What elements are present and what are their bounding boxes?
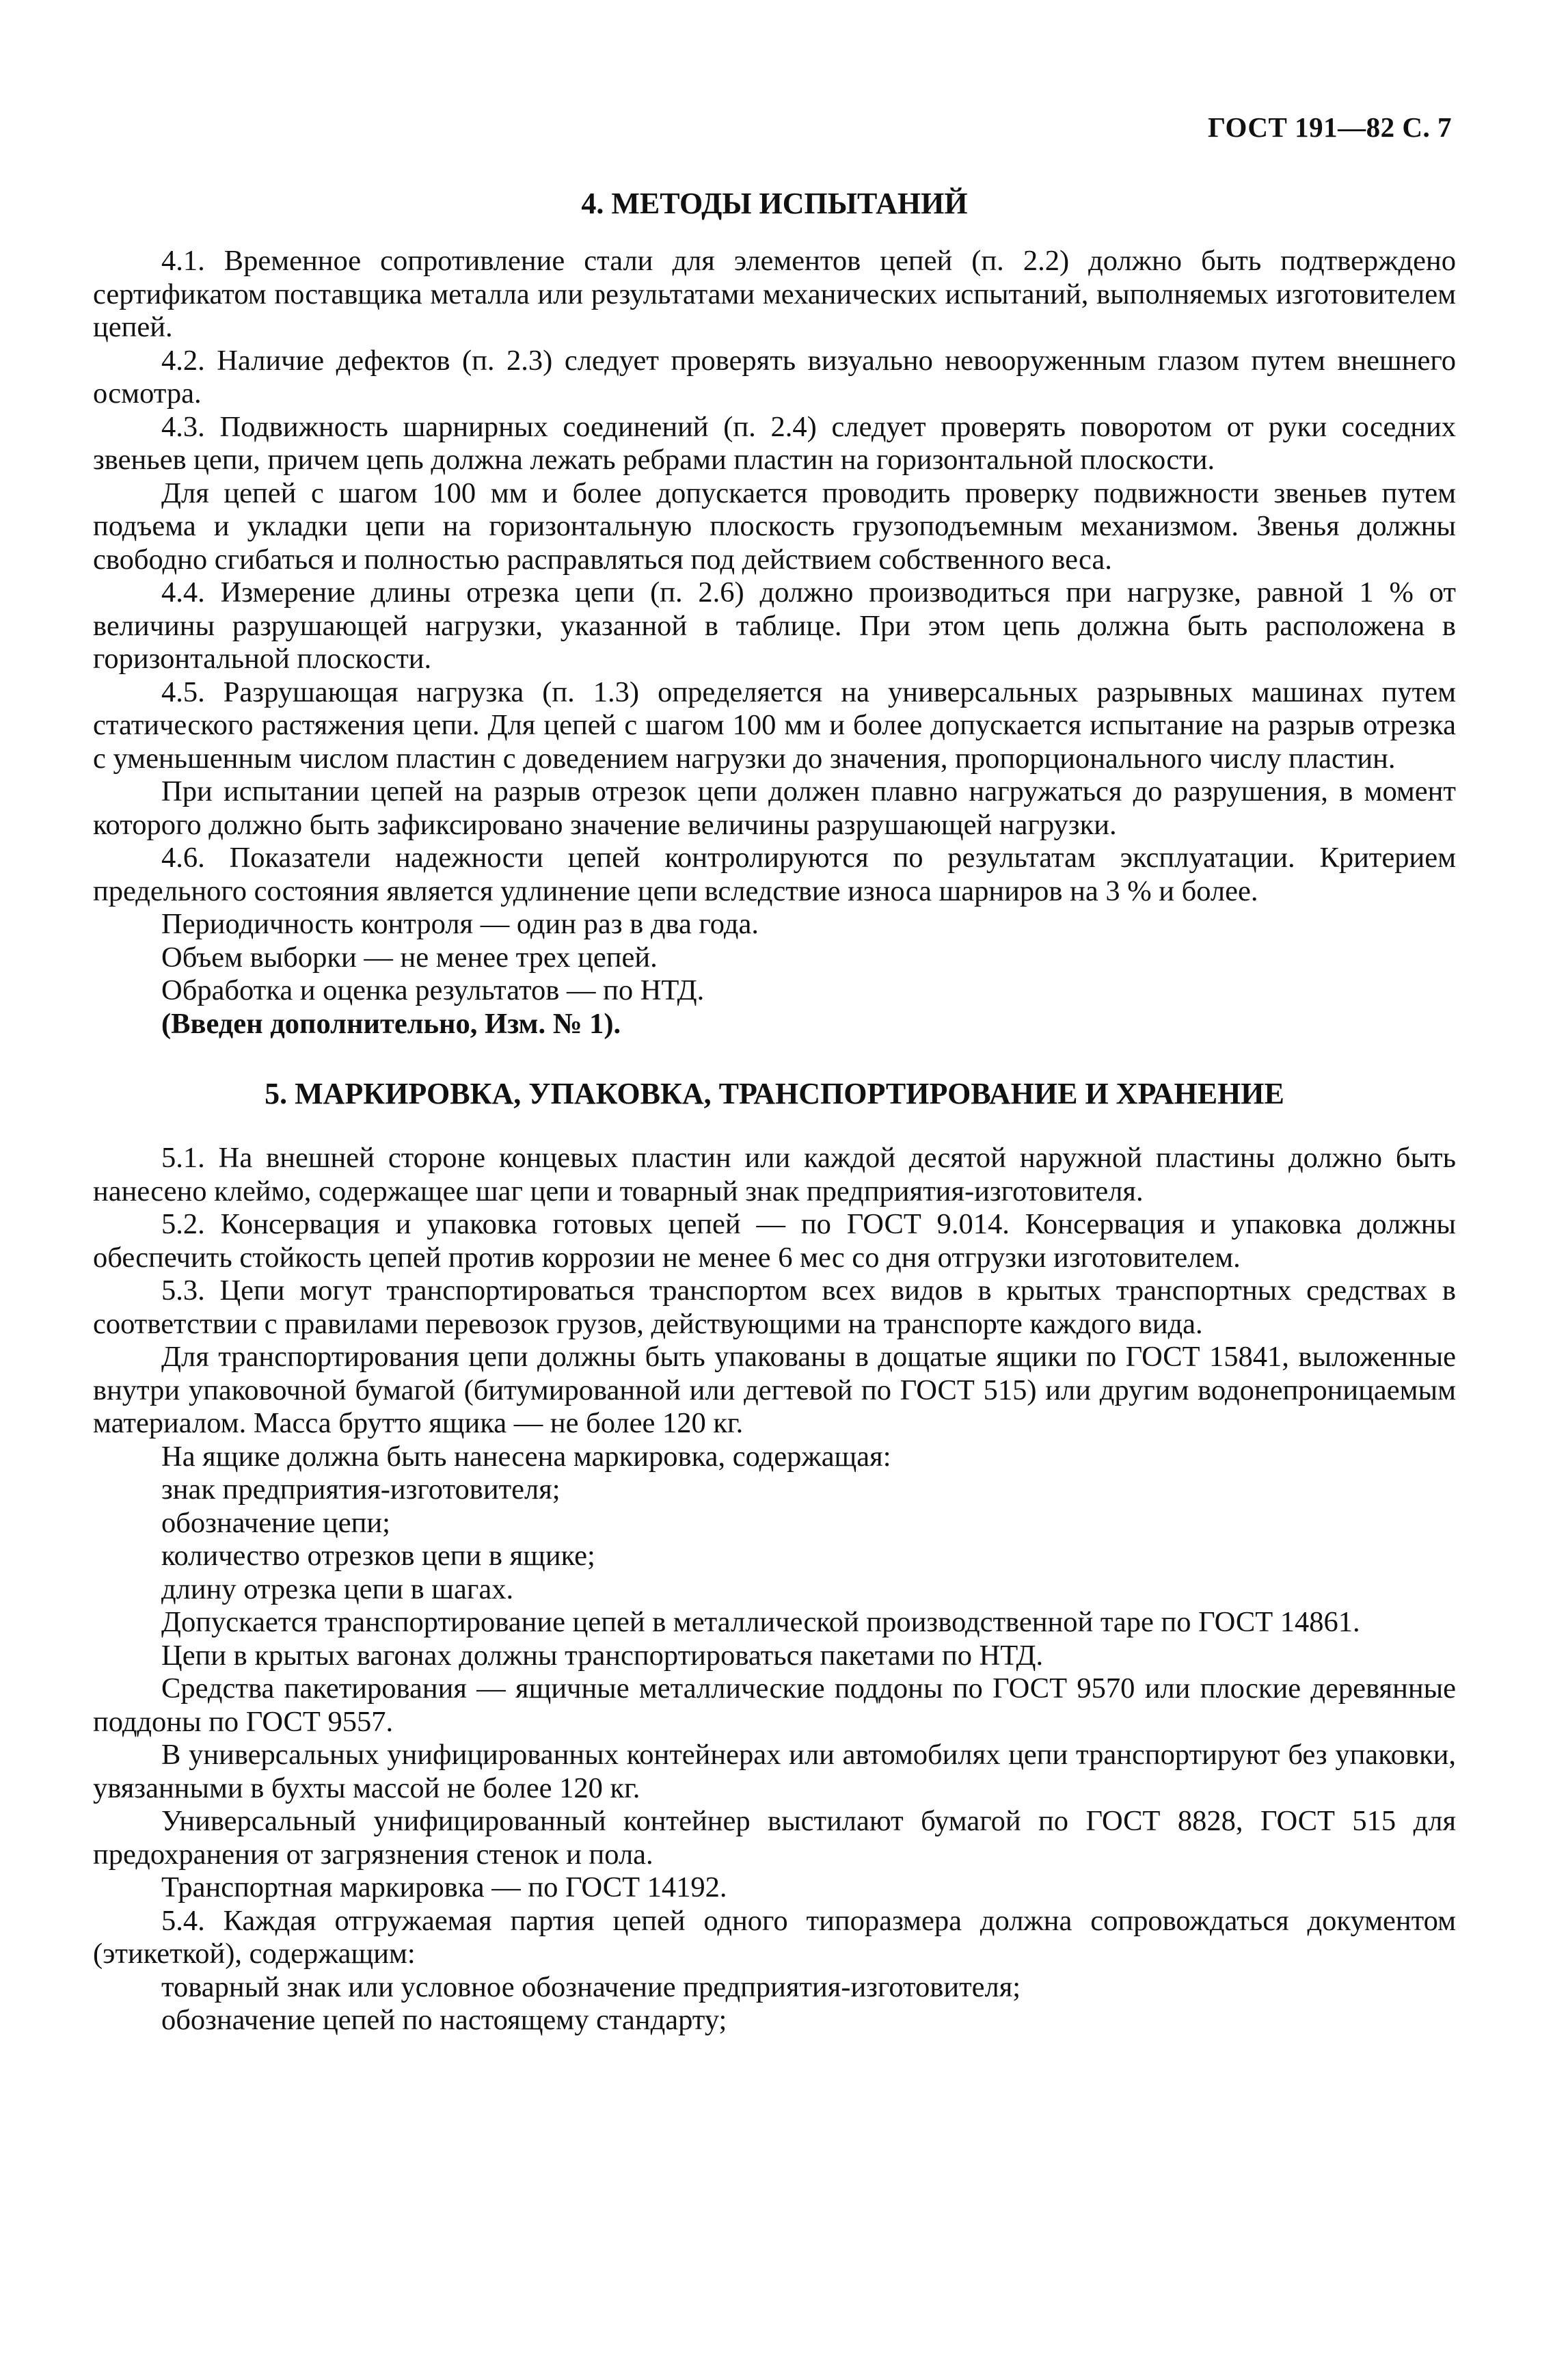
list-item-marking-length: длину отрезка цепи в шагах. bbox=[161, 1573, 514, 1605]
paragraph-5-3-wagons: Цепи в крытых вагонах должны транспортироваться пакетами по НТД. bbox=[161, 1639, 1044, 1672]
paragraph-4-4: 4.4. Измерение длины отрезка цепи (п. 2.6) должно производиться при нагрузке, равной 1 % от величины разрушающей нагрузки, указанной в таблице. При этом цепь должна быть расположена в горизонтальной плоскости. bbox=[93, 576, 1456, 675]
page-header-reference: ГОСТ 191—82 С. 7 bbox=[1207, 111, 1452, 143]
paragraph-4-6: 4.6. Показатели надежности цепей контролируются по результатам эксплуатации. Критерием предельного состояния является удлинение цепи вследствие износа шарниров на 3 % и более. bbox=[93, 842, 1456, 907]
list-item-marking-count: количество отрезков цепи в ящике; bbox=[161, 1540, 595, 1572]
page-content bbox=[93, 185, 1456, 2037]
paragraph-5-3-metal-container: Допускается транспортирование цепей в металлической производственной таре по ГОСТ 14861. bbox=[161, 1606, 1360, 1638]
paragraph-4-1: 4.1. Временное сопротивление стали для элементов цепей (п. 2.2) должно быть подтверждено сертификатом поставщика металла или результатами механических испытаний, выполняемых изготовителем цепей. bbox=[93, 245, 1456, 343]
paragraph-5-3-containers: В универсальных унифицированных контейнерах или автомобилях цепи транспортируют без упаковки, увязанными в бухты массой не более 120 кг. bbox=[93, 1739, 1456, 1804]
section-5-title: 5. МАРКИРОВКА, УПАКОВКА, ТРАНСПОРТИРОВАНИЕ И ХРАНЕНИЕ bbox=[265, 1077, 1284, 1110]
list-item-marking-sign: знак предприятия-изготовителя; bbox=[161, 1473, 561, 1506]
paragraph-5-3: 5.3. Цепи могут транспортироваться транспортом всех видов в крытых транспортных средствах в соответствии с правилами перевозок грузов, действующими на транспорте каждого вида. bbox=[93, 1274, 1456, 1340]
paragraph-5-1: 5.1. На внешней стороне концевых пластин или каждой десятой наружной пластины должно быть нанесено клеймо, содержащее шаг цепи и товарный знак предприятия-изготовителя. bbox=[93, 1142, 1456, 1207]
paragraph-5-3-packing: Для транспортирования цепи должны быть упакованы в дощатые ящики по ГОСТ 15841, выложенные внутри упаковочной бумагой (битумированной или дегтевой по ГОСТ 515) или другим водонепроницаемым материалом. Масса брутто ящика — не более 120 кг. bbox=[93, 1341, 1456, 1439]
paragraph-5-3-marking-intro: На ящике должна быть нанесена маркировка, содержащая: bbox=[161, 1440, 891, 1473]
list-item-trademark: товарный знак или условное обозначение предприятия-изготовителя; bbox=[161, 1970, 1021, 2003]
paragraph-4-5-continued: При испытании цепей на разрыв отрезок цепи должен плавно нагружаться до разрушения, в момент которого должно быть зафиксировано значение величины разрушающей нагрузки. bbox=[93, 775, 1456, 841]
paragraph-4-2: 4.2. Наличие дефектов (п. 2.3) следует проверять визуально невооруженным глазом путем внешнего осмотра. bbox=[93, 344, 1456, 410]
paragraph-4-3: 4.3. Подвижность шарнирных соединений (п. 2.4) следует проверять поворотом от руки соседних звеньев цепи, причем цепь должна лежать ребрами пластин на горизонтальной плоскости. bbox=[93, 410, 1456, 476]
paragraph-4-6-processing: Обработка и оценка результатов — по НТД. bbox=[161, 974, 705, 1006]
amendment-note: (Введен дополнительно, Изм. № 1). bbox=[161, 1007, 621, 1040]
paragraph-4-6-periodicity: Периодичность контроля — один раз в два года. bbox=[161, 908, 759, 940]
paragraph-4-5: 4.5. Разрушающая нагрузка (п. 1.3) определяется на универсальных разрывных машинах путем статического растяжения цепи. Для цепей с шагом 100 мм и более допускается испытание на разрыв отрезка с уменьшенным числом пластин с доведением нагрузки до значения, пропорционального числу пластин. bbox=[93, 676, 1456, 775]
paragraph-4-3-continued: Для цепей с шагом 100 мм и более допускается проводить проверку подвижности звеньев путем подъема и укладки цепи на горизонтальную плоскость грузоподъемным механизмом. Звенья должны свободно сгибаться и полностью расправляться под действием собственного веса. bbox=[93, 477, 1456, 576]
paragraph-5-2: 5.2. Консервация и упаковка готовых цепей — по ГОСТ 9.014. Консервация и упаковка должны обеспечить стойкость цепей против коррозии не менее 6 мес со дня отгрузки изготовителем. bbox=[93, 1208, 1456, 1274]
paragraph-5-3-pallets: Средства пакетирования — ящичные металлические поддоны по ГОСТ 9570 или плоские деревянные поддоны по ГОСТ 9557. bbox=[93, 1672, 1456, 1738]
list-item-marking-designation: обозначение цепи; bbox=[161, 1506, 390, 1539]
paragraph-4-6-sample-size: Объем выборки — не менее трех цепей. bbox=[161, 941, 658, 974]
list-item-chain-designation: обозначение цепей по настоящему стандарту; bbox=[161, 2004, 727, 2036]
paragraph-5-3-lining: Универсальный унифицированный контейнер выстилают бумагой по ГОСТ 8828, ГОСТ 515 для предохранения от загрязнения стенок и пола. bbox=[93, 1805, 1456, 1871]
paragraph-5-4: 5.4. Каждая отгружаемая партия цепей одного типоразмера должна сопровождаться документом (этикеткой), содержащим: bbox=[93, 1904, 1456, 1970]
section-4-title: 4. МЕТОДЫ ИСПЫТАНИЙ bbox=[581, 187, 968, 220]
paragraph-5-3-transport-marking: Транспортная маркировка — по ГОСТ 14192. bbox=[161, 1871, 727, 1903]
